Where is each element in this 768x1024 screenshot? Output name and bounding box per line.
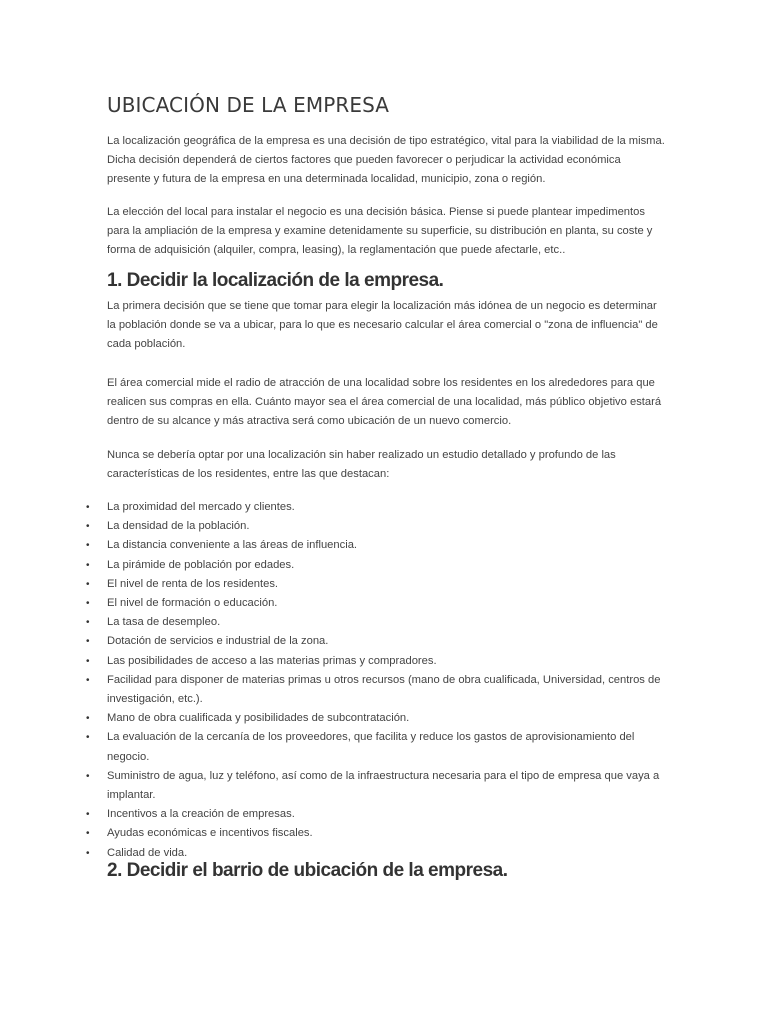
- bullet-icon: •: [86, 655, 90, 667]
- bullet-icon: •: [86, 521, 90, 533]
- list-item-text: El nivel de renta de los residentes.: [107, 577, 279, 590]
- paragraph-local-choice: La elección del local para instalar el negocio es una decisión básica. Piense si puede plantear impedimentos para la ampliación de la empresa y examine detenidamente su superficie, su distribución en planta, su coste y forma de adquisición (alquiler, compra, leasing), la reglamentación que puede afectarle, etc..: [107, 206, 653, 256]
- list-item-text: Dotación de servicios e industrial de la zona.: [107, 635, 329, 648]
- list-item-text: Mano de obra cualificada y posibilidades de subcontratación.: [107, 712, 410, 725]
- paragraph-intro: La localización geográfica de la empresa es una decisión de tipo estratégico, vital para la viabilidad de la misma. Dicha decisión dependerá de ciertos factores que pueden favorecer o perjudicar la actividad económica presente y futura de la empresa en una determinada localidad, municipio, zona o región.: [107, 135, 665, 185]
- list-item: [86, 632, 667, 651]
- list-item-text: La evaluación de la cercanía de los proveedores, que facilita y reduce los gastos de aprovisionamiento del negocio.: [107, 731, 635, 763]
- bullet-icon: •: [86, 809, 90, 821]
- list-item: [86, 824, 667, 843]
- bullet-icon: •: [86, 617, 90, 629]
- list-item: [86, 767, 667, 805]
- list-item: [86, 613, 667, 632]
- bullet-icon: •: [86, 847, 90, 859]
- bullet-icon: •: [86, 713, 90, 725]
- list-item: [86, 575, 667, 594]
- list-item: [86, 517, 667, 536]
- paragraph-first-decision: La primera decisión que se tiene que tomar para elegir la localización más idónea de un negocio es determinar la población donde se va a ubicar, para lo que es necesario calcular el área comercial o "zona de influencia" de cada población.: [107, 300, 658, 350]
- bullet-icon: •: [86, 598, 90, 610]
- section-heading-2: 2. Decidir el barrio de ubicación de la empresa.: [107, 860, 508, 881]
- list-item-text: Las posibilidades de acceso a las materias primas y compradores.: [107, 654, 437, 667]
- list-item-text: Ayudas económicas e incentivos fiscales.: [107, 827, 313, 840]
- document-title: UBICACIÓN DE LA EMPRESA: [107, 93, 390, 117]
- list-item-text: Incentivos a la creación de empresas.: [107, 808, 295, 821]
- list-item: [86, 709, 667, 728]
- list-item-text: Suministro de agua, luz y teléfono, así como de la infraestructura necesaria para el tipo de empresa que vaya a implantar.: [107, 769, 660, 802]
- list-item-text: La distancia conveniente a las áreas de influencia.: [107, 539, 358, 552]
- bullet-icon: •: [86, 674, 90, 686]
- list-item: [86, 671, 667, 709]
- list-item-text: La proximidad del mercado y clientes.: [107, 501, 295, 513]
- list-item: [86, 728, 667, 766]
- section-heading-1: 1. Decidir la localización de la empresa.: [107, 270, 444, 291]
- list-item-text: Calidad de vida.: [107, 846, 188, 859]
- bullet-icon: •: [86, 540, 90, 552]
- list-item-text: La pirámide de población por edades.: [107, 558, 295, 571]
- bullet-icon: •: [86, 636, 90, 648]
- list-item: [86, 652, 667, 671]
- list-item: [86, 498, 667, 517]
- list-item-text: El nivel de formación o educación.: [107, 597, 278, 610]
- characteristics-list: [86, 498, 667, 863]
- list-item: [86, 805, 667, 824]
- bullet-icon: •: [86, 732, 90, 744]
- bullet-icon: •: [86, 828, 90, 840]
- list-item-text: Facilidad para disponer de materias primas u otros recursos (mano de obra cualificada, Universidad, centros de investigación, etc.).: [107, 673, 661, 706]
- list-item-text: La densidad de la población.: [107, 520, 250, 533]
- bullet-icon: •: [86, 502, 90, 513]
- bullet-icon: •: [86, 578, 90, 590]
- list-item: [86, 556, 667, 575]
- list-item: [86, 536, 667, 555]
- list-item: [86, 594, 667, 613]
- paragraph-never-opt: Nunca se debería optar por una localización sin haber realizado un estudio detallado y profundo de las características de los residentes, entre las que destacan:: [107, 449, 616, 480]
- bullet-icon: •: [86, 559, 90, 571]
- list-item-text: La tasa de desempleo.: [107, 616, 221, 629]
- bullet-icon: •: [86, 770, 90, 782]
- paragraph-commercial-area: El área comercial mide el radio de atracción de una localidad sobre los residentes en los alrededores para que realicen sus compras en ella. Cuánto mayor sea el área comercial de una localidad, más público objetivo estará dentro de su alcance y más atractiva será como ubicación de un nuevo comercio.: [107, 377, 662, 427]
